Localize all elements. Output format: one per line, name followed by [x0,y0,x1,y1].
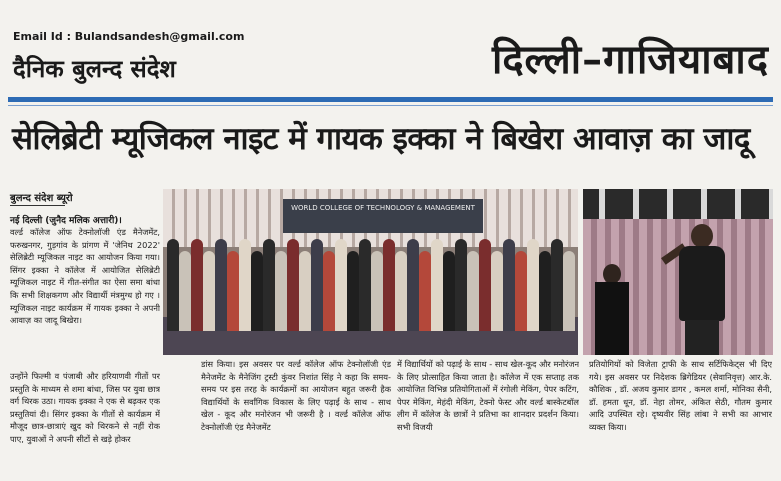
crowd-person [527,239,539,331]
crowd-person [179,251,191,331]
crowd-person [263,239,275,331]
crowd-person [395,251,407,331]
crowd-person [491,251,503,331]
crowd-person [347,251,359,331]
audience-person [593,264,631,355]
crowd-person [503,239,515,331]
crowd-person [371,251,383,331]
crowd-person [287,239,299,331]
header-rule [8,97,773,102]
singer-head [691,224,713,248]
crowd-person [431,239,443,331]
crowd-person [515,251,527,331]
singer-figure [673,224,729,355]
stage-lights [583,189,773,219]
crowd-person [323,251,335,331]
crowd-person [383,239,395,331]
article-column-1-continued: उन्होंने फिल्मी व पंजाबी और हरियाणवी गीतों पर प्रस्तुति के माध्यम से शमा बांधा, जिस पर युवा छात्र वर्ग थिरक उठा। गायक इक्का ने एक से बढ़कर एक प्रस्तुतियां दी। सिंगर इक्का के गीतों से कार्यक्रम में मौजूद छात्र-छात्राएं खुद को थिरकने से नहीं रोक पाए, युवाओं ने अपनी सीटों से खड़े होकर [10,371,160,444]
newspaper-brand: दैनिक बुलन्द संदेश [13,54,176,83]
article-column-1: वर्ल्ड कॉलेज ऑफ टेक्नोलॉजी एंड मैनेजमेंट, फरुखनगर, गुड़गांव के प्रांगण में 'जेनिथ 2022' सेलिब्रेटी म्यूजिकल नाइट का आयोजन किया गया। सिंगर इक्का ने कॉलेज में आयोजित सेलिब्रेटी म्यूजिकल नाइट में गीत-संगीत का ऐसा समा बांधा कि सभी शिक्षकगण और विद्यार्थी मंत्रमुग्ध हो गए । म्यूजिकल नाइट कार्यक्रम में गायक इक्का ने अपनी आवाज़ का जादू बिखेरा। [10,227,160,326]
singer-legs [685,320,719,355]
masthead-email: Email Id : Bulandsandesh@gmail.com [13,30,245,43]
crowd-person [215,239,227,331]
crowd-person [563,251,575,331]
crowd-person [455,239,467,331]
crowd-person [479,239,491,331]
byline-rule [10,205,65,206]
article-byline: बुलन्द संदेश ब्यूरो [10,193,73,204]
singer-photo [583,189,773,355]
person-head [603,264,621,284]
article-dateline: नई दिल्ली (जुनैद मलिक अत्तारी)। [10,216,122,226]
article-column-3: में विद्यार्थियों को पढ़ाई के साथ - साथ खेल-कूद और मनोरंजन के लिए प्रोत्साहित किया जाता है। कॉलेज में एक सप्ताह तक आयोजित विभिन्न प्रतियोगिताओं में रंगोली मेकिंग, पेपर कटिंग, पेपर मेकिंग, मेहंदी मेकिंग, टेक्नो फेस्ट और वर्ल्ड बास्केटबॉल लीग में कॉलेज के छात्रों ने प्रतिभा का शानदार प्रदर्शन किया। सभी विजयी [397,359,579,432]
person-body [595,282,629,355]
crowd-person [551,239,563,331]
edition-title: दिल्ली–गाजियाबाद [491,36,769,83]
crowd-person [167,239,179,331]
crowd-person [203,251,215,331]
college-banner: WORLD COLLEGE OF TECHNOLOGY & MANAGEMENT [283,199,483,233]
crowd-person [251,251,263,331]
crowd-person [539,251,551,331]
crowd-person [335,239,347,331]
crowd-person [443,251,455,331]
header-thin-rule [8,105,773,106]
crowd-person [359,239,371,331]
crowd-person [275,251,287,331]
group-photo [163,189,578,355]
crowd-person [299,251,311,331]
crowd-person [419,251,431,331]
crowd-person [467,251,479,331]
crowd-person [239,239,251,331]
crowd-person [227,251,239,331]
article-column-4: प्रतियोगियों को विजेता ट्राफी के साथ सर्टिफिकेट्स भी दिए गये। इस अवसर पर निदेशक ब्रिगेडियर (सेवानिवृत्त) आर.के. कौशिक , डॉ. अजय कुमार डागर , कमल शर्मा, मोनिका सैनी, डॉ. हमता धून, डॉ. नेहा तोमर, अंकित सेठी, गौतम कुमार आदि उपस्थित रहे। दृष्यवीर सिंह लांबा ने सभी का आभार व्यक्त किया। [589,359,772,432]
article-column-2: डांस किया। इस अवसर पर वर्ल्ड कॉलेज ऑफ टेक्नोलॉजी एंड मैनेजमेंट के मैनेजिंग ट्रस्टी कुंवर निशांत सिंह ने कहा कि समय-समय पर इस तरह के कार्यक्रमों का आयोजन बहुत जरूरी हैक विद्यार्थियों के सर्वांगिक विकास के लिए पढ़ाई के साथ - साथ खेल - कूद और मनोरंजन भी जरूरी है । वर्ल्ड कॉलेज ऑफ टेक्नोलॉजी एंड मैनेजमेंट [201,359,391,432]
crowd-person [311,239,323,331]
article-headline: सेलिब्रेटी म्यूजिकल नाइट में गायक इक्का ने बिखेरा आवाज़ का जादू [12,121,750,157]
crowd-person [191,239,203,331]
singer-body [679,246,725,321]
crowd-person [407,239,419,331]
